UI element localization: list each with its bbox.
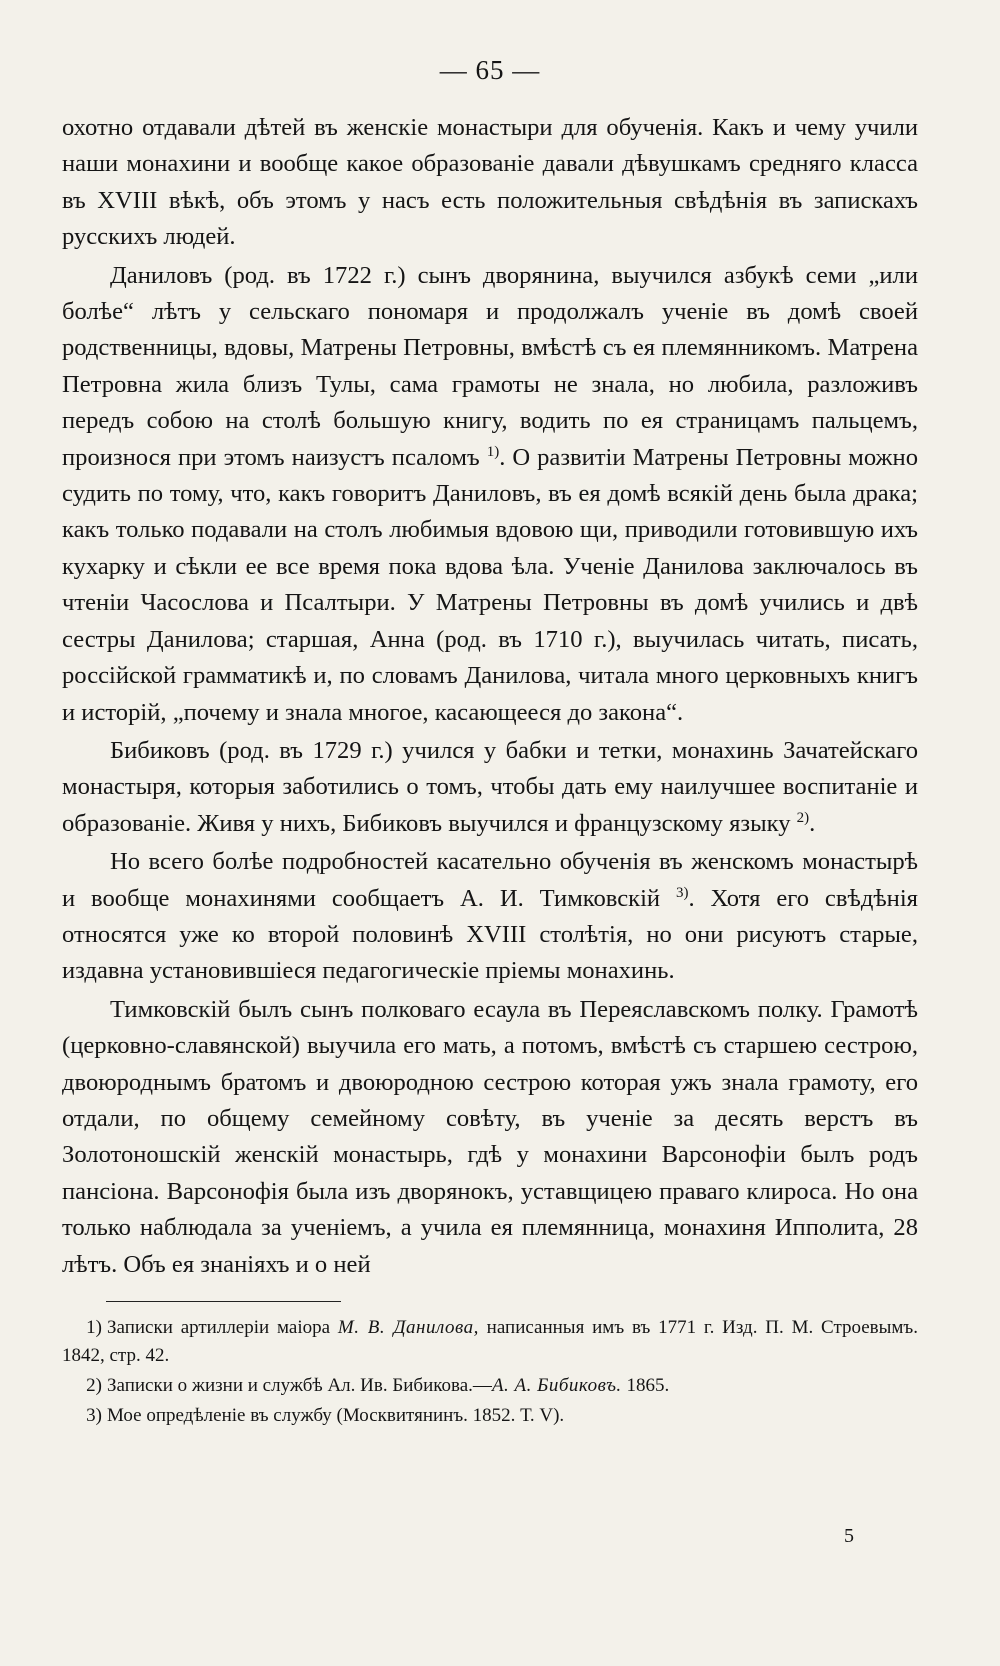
paragraph-1 bbox=[62, 110, 918, 256]
footnote-divider bbox=[106, 1301, 341, 1302]
paragraph-3-text-before-note: Бибиковъ (род. въ 1729 г.) учился у бабки и тетки, монахинь Зачатейскаго монастыря, которыя заботились о томъ, чтобы дать ему наилучшее воспитаніе и образованіе. Живя у нихъ, Бибиковъ выучился и французскому языку bbox=[62, 736, 918, 837]
paragraph-5-text: Тимковскій былъ сынъ полковаго есаула въ Переяславскомъ полку. Грамотѣ (церковно-славянской) выучила его мать, а потомъ, вмѣстѣ съ старшею сестрою, двоюроднымъ братомъ и двоюродною сестрою которая ужъ знала грамоту, его отдали, по общему семейному совѣту, въ ученіе за десять верстъ въ Золотоношскій женскій монастырь, гдѣ у монахини Варсонофіи былъ родъ пансіона. Варсонофія была изъ дворянокъ, уставщицею праваго клироса. Но она только наблюдала за ученіемъ, а учила ея племянница, монахиня Ипполита, 28 лѣтъ. Объ ея знаніяхъ и о ней bbox=[62, 995, 918, 1278]
paragraph-3 bbox=[62, 733, 918, 842]
footnote-ref-3: 3) bbox=[675, 884, 689, 901]
footnote-number: 3) bbox=[86, 1405, 102, 1426]
paragraph-1-text: охотно отдавали дѣтей въ женскіе монастыри для обученія. Какъ и чему учили наши монахини и вообще какое образованіе давали дѣвушкамъ средняго класса въ XVIII вѣкѣ, объ этомъ у насъ есть положительныя свѣдѣнія въ запискахъ русскихъ людей. bbox=[62, 114, 918, 251]
footnotes bbox=[62, 1314, 918, 1430]
paragraph-4-text-after-note: . Хотя его свѣдѣнія относятся уже ко второй половинѣ XVIII столѣтія, но они рисуютъ старые, издавна установившіеся педагогическіе пріемы монахинь. bbox=[62, 884, 918, 985]
paragraph-5 bbox=[62, 992, 918, 1283]
footnote-text: Мое опредѣленіе въ службу (Москвитянинъ. 1852. Т. V). bbox=[107, 1405, 565, 1426]
paragraph-2-text-before-note: Даниловъ (род. въ 1722 г.) сынъ дворянина, выучился азбукѣ семи „или болѣе“ лѣтъ у сельскаго пономаря и продолжалъ ученіе въ домѣ своей родственницы, вдовы, Матрены Петровны, вмѣстѣ съ ея племянникомъ. Матрена Петровна жила близъ Тулы, сама грамоты не знала, но любила, разложивъ передъ собою на столѣ большую книгу, водить по ея страницамъ пальцемъ, произнося при этомъ наизустъ псаломъ bbox=[62, 261, 918, 471]
paragraph-3-text-after-note: . bbox=[809, 809, 816, 837]
footnote-ref-2: 2) bbox=[796, 809, 810, 826]
body-text bbox=[62, 110, 918, 1283]
footnote-italic: А. А. Бибиковъ. bbox=[491, 1375, 622, 1396]
paragraph-2 bbox=[62, 258, 918, 731]
paragraph-4-text-before-note: Но всего болѣе подробностей касательно обученія въ женскомъ монастырѣ и вообще монахинями сообщаетъ А. И. Тимковскій bbox=[62, 848, 918, 912]
signature-mark: 5 bbox=[844, 1525, 854, 1547]
footnote-text: Записки о жизни и службѣ Ал. Ив. Бибикова.— bbox=[107, 1375, 492, 1396]
footnote-number: 2) bbox=[86, 1375, 102, 1396]
paragraph-4 bbox=[62, 844, 918, 990]
footnote-text-end: 1865. bbox=[621, 1375, 670, 1396]
footnote-italic: М. В. Данилова, bbox=[337, 1317, 479, 1338]
footnote-number: 1) bbox=[86, 1317, 102, 1338]
footnote-text-end: написанныя имъ въ 1771 г. Изд. П. М. Строевымъ. 1842, стр. 42. bbox=[62, 1317, 918, 1366]
footnote-1 bbox=[62, 1314, 918, 1370]
footnote-2 bbox=[62, 1372, 918, 1400]
paragraph-2-text-after-note: . О развитіи Матрены Петровны можно судить по тому, что, какъ говоритъ Даниловъ, въ ея домѣ всякій день была драка; какъ только подавали на столъ любимыя вдовою щи, приводили готовившую ихъ кухарку и сѣкли ее все время пока вдова ѣла. Ученіе Данилова заключалось въ чтеніи Часослова и Псалтыри. У Матрены Петровны въ домѣ учились и двѣ сестры Данилова; старшая, Анна (род. въ 1710 г.), выучилась читать, писать, россійской грамматикѣ и, по словамъ Данилова, читала много церковныхъ книгъ и исторій, „почему и знала многое, касающееся до закона“. bbox=[62, 443, 918, 726]
footnote-3 bbox=[62, 1402, 918, 1430]
page-number: — 65 — bbox=[439, 55, 541, 85]
footnote-text: Записки артиллеріи маіора bbox=[107, 1317, 338, 1338]
footnote-ref-1: 1) bbox=[486, 443, 500, 460]
